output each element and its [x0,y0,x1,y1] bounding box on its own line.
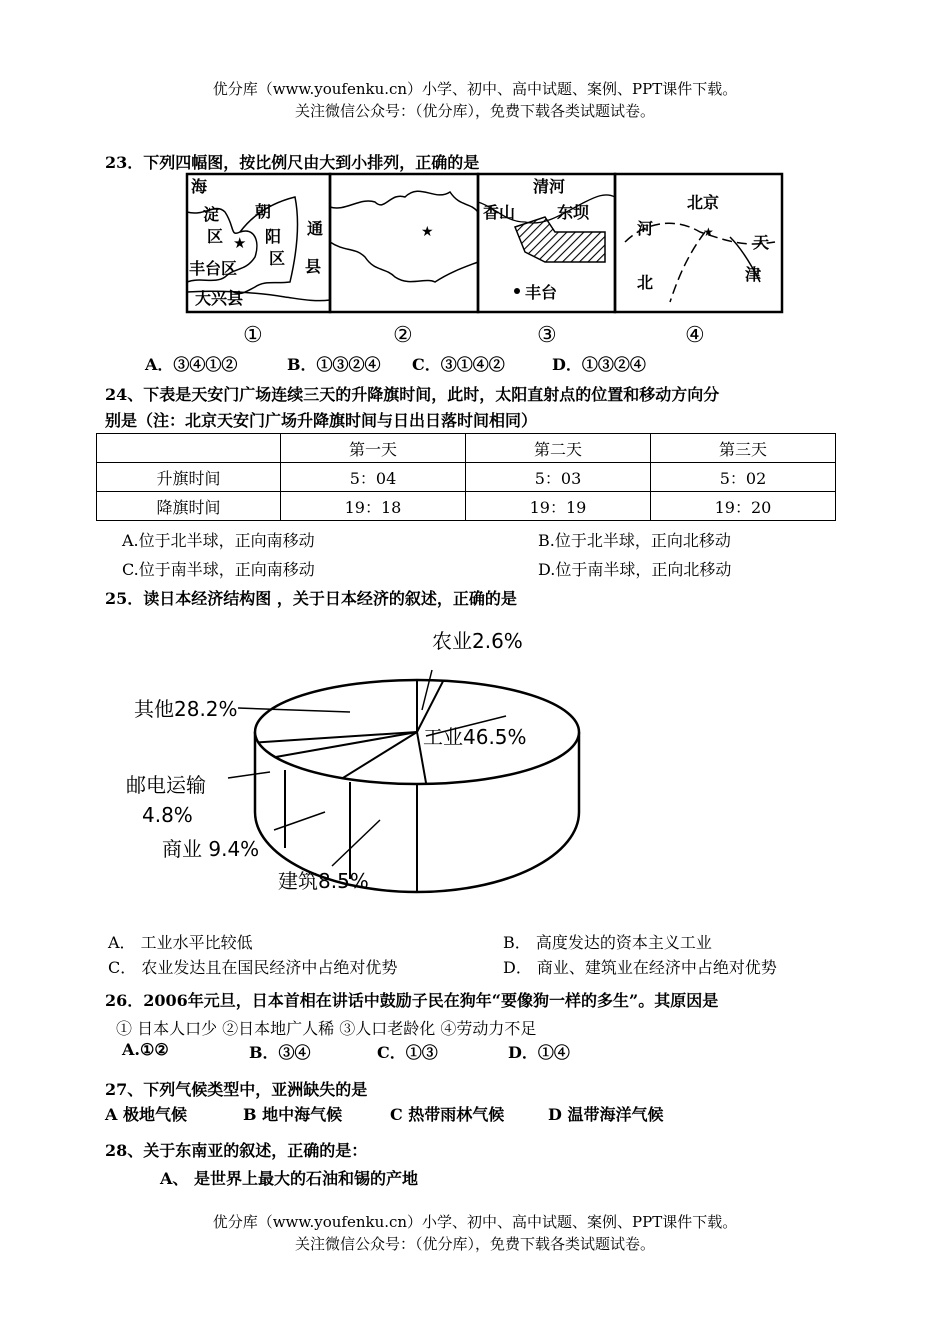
q25-option-c[interactable]: C． 农业发达且在国民经济中占绝对优势 [108,958,398,977]
q23-option-c[interactable]: C．③①④② [412,355,505,374]
map3-label-0: 清河 [533,177,566,196]
map-number-4: ④ [685,323,705,348]
map1-label-2: 区 [207,227,224,246]
q24-stem-line-1: 24、下表是天安门广场连续三天的升降旗时间，此时，太阳直射点的位置和移动方向分 [105,385,720,404]
q28-option-a[interactable]: A、 是世界上最大的石油和锡的产地 [160,1169,418,1188]
q27-option-c[interactable]: C 热带雨林气候 [390,1105,505,1124]
map3-label-1: 香山 [483,203,516,222]
q26-option-d[interactable]: D．①④ [508,1043,570,1062]
q27-stem: 27、下列气候类型中，亚洲缺失的是 [105,1080,368,1099]
header-line-1: 优分库（www.youfenku.cn）小学、初中、高中试题、案例、PPT课件下载。 [212,80,738,98]
q24-option-c[interactable]: C.位于南半球，正向南移动 [122,560,315,579]
q23-map-figure [185,172,785,348]
map1-label-3: 朝 [255,202,272,221]
q26-stem: 26．2006年元旦，日本首相在讲话中鼓励子民在狗年“要像狗一样的多生”。其原因是 [105,991,719,1010]
q24-stem-line-2: 别是（注：北京天安门广场升降旗时间与日出日落时间相同） [105,411,538,430]
table-cell: 19：19 [466,492,651,521]
q23-option-d[interactable]: D．①③②④ [552,355,646,374]
map4-label-3: 北 [637,273,654,292]
map1-label-0: 海 [191,177,208,196]
star-icon: ★ [421,224,434,240]
q28-stem: 28、关于东南亚的叙述，正确的是： [105,1141,368,1160]
table-row [97,463,836,492]
table-header-cell: 第三天 [651,434,836,463]
q27-option-d[interactable]: D 温带海洋气候 [548,1105,664,1124]
table-cell: 降旗时间 [97,492,281,521]
q25-stem: 25．读日本经济结构图 ，关于日本经济的叙述，正确的是 [105,589,517,608]
q25-option-a[interactable]: A． 工业水平比较低 [108,933,253,952]
japan-economy-pie-chart [110,620,630,900]
table-header-cell: 第二天 [466,434,651,463]
map4-label-4: 津 [745,265,762,284]
q24-option-b[interactable]: B.位于北半球，正向北移动 [538,531,731,550]
table-header-row [97,434,836,463]
map1-label-4: 阳 [265,227,282,246]
map-2 [330,174,478,312]
q24-option-d[interactable]: D.位于南半球，正向北移动 [538,560,732,579]
map1-label-7: 县 [305,257,322,276]
map-4 [615,174,782,312]
q23-stem: 23．下列四幅图，按比例尺由大到小排列，正确的是 [105,153,480,172]
q24-option-a[interactable]: A.位于北半球，正向南移动 [122,531,315,550]
star-icon: ★ [703,225,714,239]
map1-label-5: 区 [269,249,286,268]
flag-time-table [96,433,836,521]
q26-items: ① 日本人口少 ②日本地广人稀 ③人口老龄化 ④劳动力不足 [116,1019,537,1038]
map4-label-0: 北京 [687,193,720,212]
slice-label-industry: 工业46.5% [423,725,527,749]
slice-label-other: 其他28.2% [134,697,238,721]
slice-label-agriculture: 农业2.6% [432,629,523,653]
table-header-cell: 第一天 [281,434,466,463]
footer-line-1: 优分库（www.youfenku.cn）小学、初中、高中试题、案例、PPT课件下载。 [212,1213,738,1231]
map3-label-2: 东坝 [557,203,590,222]
q25-option-d[interactable]: D． 商业、建筑业在经济中占绝对优势 [503,958,777,977]
map-1 [187,174,330,312]
table-cell: 5：02 [651,463,836,492]
slice-label-commerce: 商业 9.4% [162,837,260,861]
slice-label-construction: 建筑8.5% [278,869,369,893]
star-icon: ★ [233,234,247,252]
table-row [97,492,836,521]
map-number-2: ② [393,323,413,348]
map-number-3: ③ [537,323,557,348]
table-cell: 19：20 [651,492,836,521]
q26-option-a[interactable]: A.①② [122,1040,169,1059]
q26-option-b[interactable]: B．③④ [249,1043,311,1062]
map1-label-6: 通 [307,219,324,238]
map-3 [478,174,615,312]
footer-line-2: 关注微信公众号：（优分库），免费下载各类试题试卷。 [294,1235,655,1253]
table-cell: 19：18 [281,492,466,521]
map1-label-1: 淀 [203,205,220,224]
map1-label-9: 大兴县 [195,289,244,308]
map4-label-1: 河 [637,219,654,238]
table-cell: 5：04 [281,463,466,492]
map4-label-2: 天 [753,233,770,252]
table-cell: 5：03 [466,463,651,492]
q27-option-a[interactable]: A 极地气候 [105,1105,187,1124]
slice-label-transport: 邮电运输 [126,773,206,797]
map1-label-8: 丰台区 [189,259,238,278]
q23-option-b[interactable]: B．①③②④ [287,355,381,374]
q26-option-c[interactable]: C．①③ [377,1043,438,1062]
table-cell: 升旗时间 [97,463,281,492]
table-header-cell [97,434,281,463]
q27-option-b[interactable]: B 地中海气候 [243,1105,343,1124]
header-line-2: 关注微信公众号：（优分库），免费下载各类试题试卷。 [294,102,655,120]
q25-option-b[interactable]: B． 高度发达的资本主义工业 [503,933,712,952]
map3-label-3: 丰台 [525,283,558,302]
q23-option-a[interactable]: A．③④①② [145,355,238,374]
map-number-1: ① [243,323,263,348]
slice-label-transport-value: 4.8% [142,803,193,827]
